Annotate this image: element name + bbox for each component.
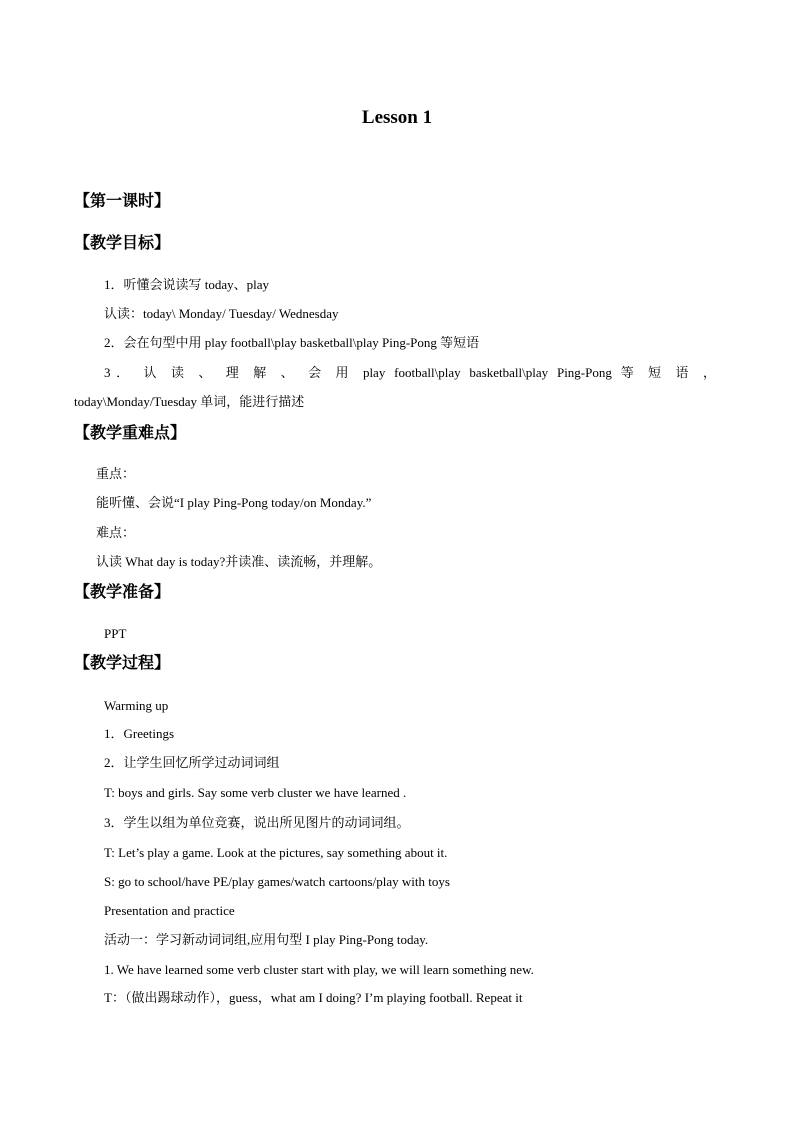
process-step-3: 3．学生以组为单位竞赛，说出所见图片的动词词组。: [104, 815, 410, 830]
process-presentation: Presentation and practice: [104, 903, 235, 918]
process-activity-1: 活动一：学习新动词词组,应用句型 I play Ping-Pong today.: [104, 932, 429, 947]
focus-text: 能听懂、会说“I play Ping-Pong today/on Monday.”: [96, 495, 372, 510]
process-activity-1-item-1: 1. We have learned some verb cluster start with play, we will learn something new.: [104, 962, 534, 977]
section-heading-goals: 【教学目标】: [74, 235, 171, 252]
process-warming-up: Warming up: [104, 698, 169, 713]
goal-item-2: 2．会在句型中用 play football\play basketball\play Ping-Pong 等短语: [104, 335, 480, 350]
goal-item-3-line2: today\Monday/Tuesday 单词，能进行描述: [74, 394, 305, 409]
difficulty-label: 难点：: [96, 525, 136, 540]
section-heading-process: 【教学过程】: [74, 655, 171, 672]
focus-label: 重点：: [96, 466, 136, 481]
process-step-2: 2．让学生回忆所学过动词词组: [104, 755, 280, 770]
page-title: Lesson 1: [361, 107, 433, 128]
goal-recognize-words: 认读：today\ Monday/ Tuesday/ Wednesday: [104, 306, 339, 321]
difficulty-text: 认读 What day is today?并读准、读流畅，并理解。: [96, 554, 382, 569]
process-step-1: 1．Greetings: [104, 726, 175, 741]
process-step-3-student: S: go to school/have PE/play games/watch cartoons/play with toys: [104, 874, 450, 889]
goal-item-1: 1．听懂会说读写 today、play: [104, 277, 270, 292]
process-step-2-teacher: T: boys and girls. Say some verb cluster we have learned .: [104, 785, 407, 800]
prep-item: PPT: [104, 626, 127, 641]
process-activity-1-teacher: T：（做出踢球动作），guess，what am I doing? I’m playing football. Repeat it: [104, 990, 523, 1005]
goal-item-3-line1: 3． 认 读 、 理 解 、 会 用 play football\play basketball\play Ping-Pong 等 短 语 ，: [104, 365, 716, 380]
section-heading-prep: 【教学准备】: [74, 584, 171, 601]
process-step-3-teacher: T: Let’s play a game. Look at the pictures, say something about it.: [104, 845, 448, 860]
section-heading-key-points: 【教学重难点】: [74, 425, 187, 442]
section-heading-period: 【第一课时】: [74, 193, 171, 210]
